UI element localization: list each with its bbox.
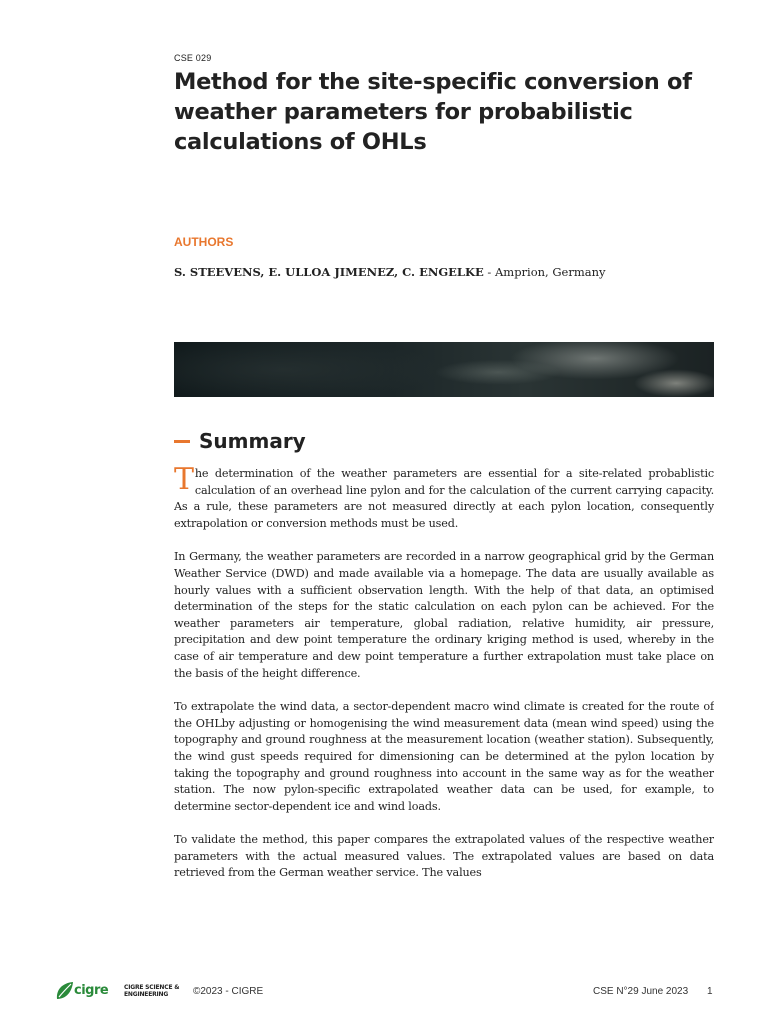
copyright: ©2023 - CIGRE: [193, 986, 264, 997]
summary-heading-text: Summary: [199, 429, 306, 453]
authors-line: [174, 265, 606, 279]
authors-heading: AUTHORS: [174, 235, 234, 249]
summary-body: [174, 466, 714, 942]
cse-brand: CIGRE SCIENCE & ENGINEERING: [124, 984, 180, 998]
banner-image: [174, 342, 714, 397]
author-names: S. STEEVENS, E. ULLOA JIMENEZ, C. ENGELKE: [174, 265, 484, 279]
paper-title: Method for the site-specific conversion of weather parameters for probabilistic calculations of OHLs: [174, 69, 692, 155]
summary-paragraph: To validate the method, this paper compares the extrapolated values of the respective weather parameters with the actual measured values. The extrapolated values are based on data retrieved from the German weather service. The values: [174, 833, 714, 880]
cigre-logo: [54, 980, 112, 1002]
summary-paragraph: In Germany, the weather parameters are recorded in a narrow geographical grid by the German Weather Service (DWD) and made available via a homepage. The data are usually available as hourly values with a sufficient observation length. With the help of that data, an optimised determination of the steps for the static calculation on each pylon can be achieved. For the weather parameters air temperature, global radiation, relative humidity, air pressure, precipitation and dew point temperature the ordinary kriging method is used, whereby in the case of air temperature and dew point temperature a further extrapolation must take place on the basis of the height difference.: [174, 550, 714, 680]
summary-paragraph-text: he determination of the weather parameters are essential for a site-related probablistic calculation of an overhead line pylon and for the calculation of the current carrying capacity. As a rule, these parameters are not measured directly at each pylon location, consequently extrapolation or conversion methods must be used.: [174, 467, 714, 530]
paper-code: CSE 029: [174, 53, 212, 63]
author-affiliation: - Amprion, Germany: [483, 265, 606, 279]
summary-paragraph: To extrapolate the wind data, a sector-dependent macro wind climate is created for the route of the OHLby adjusting or homogenising the wind measurement data (mean wind speed) using the topography and ground roughness at the measurement location (weather station). Subsequently, the wind gust speeds required for dimensioning can be determined at the pylon location by taking the topography and ground roughness into account in the same way as for the weather station. The now pylon-specific extrapolated weather data can be used, for example, to determine sector-dependent ice and wind loads.: [174, 700, 714, 813]
cigre-leaf-icon: [54, 980, 76, 1002]
issue-label: CSE N°29 June 2023: [593, 986, 689, 997]
cigre-logo-text: cigre: [74, 983, 109, 998]
page-number: 1: [707, 986, 713, 997]
summary-paragraph: [174, 466, 714, 532]
heading-dash: [174, 440, 190, 443]
summary-heading: [174, 427, 306, 455]
drop-cap: T: [174, 466, 194, 497]
page-footer: [0, 978, 768, 1008]
